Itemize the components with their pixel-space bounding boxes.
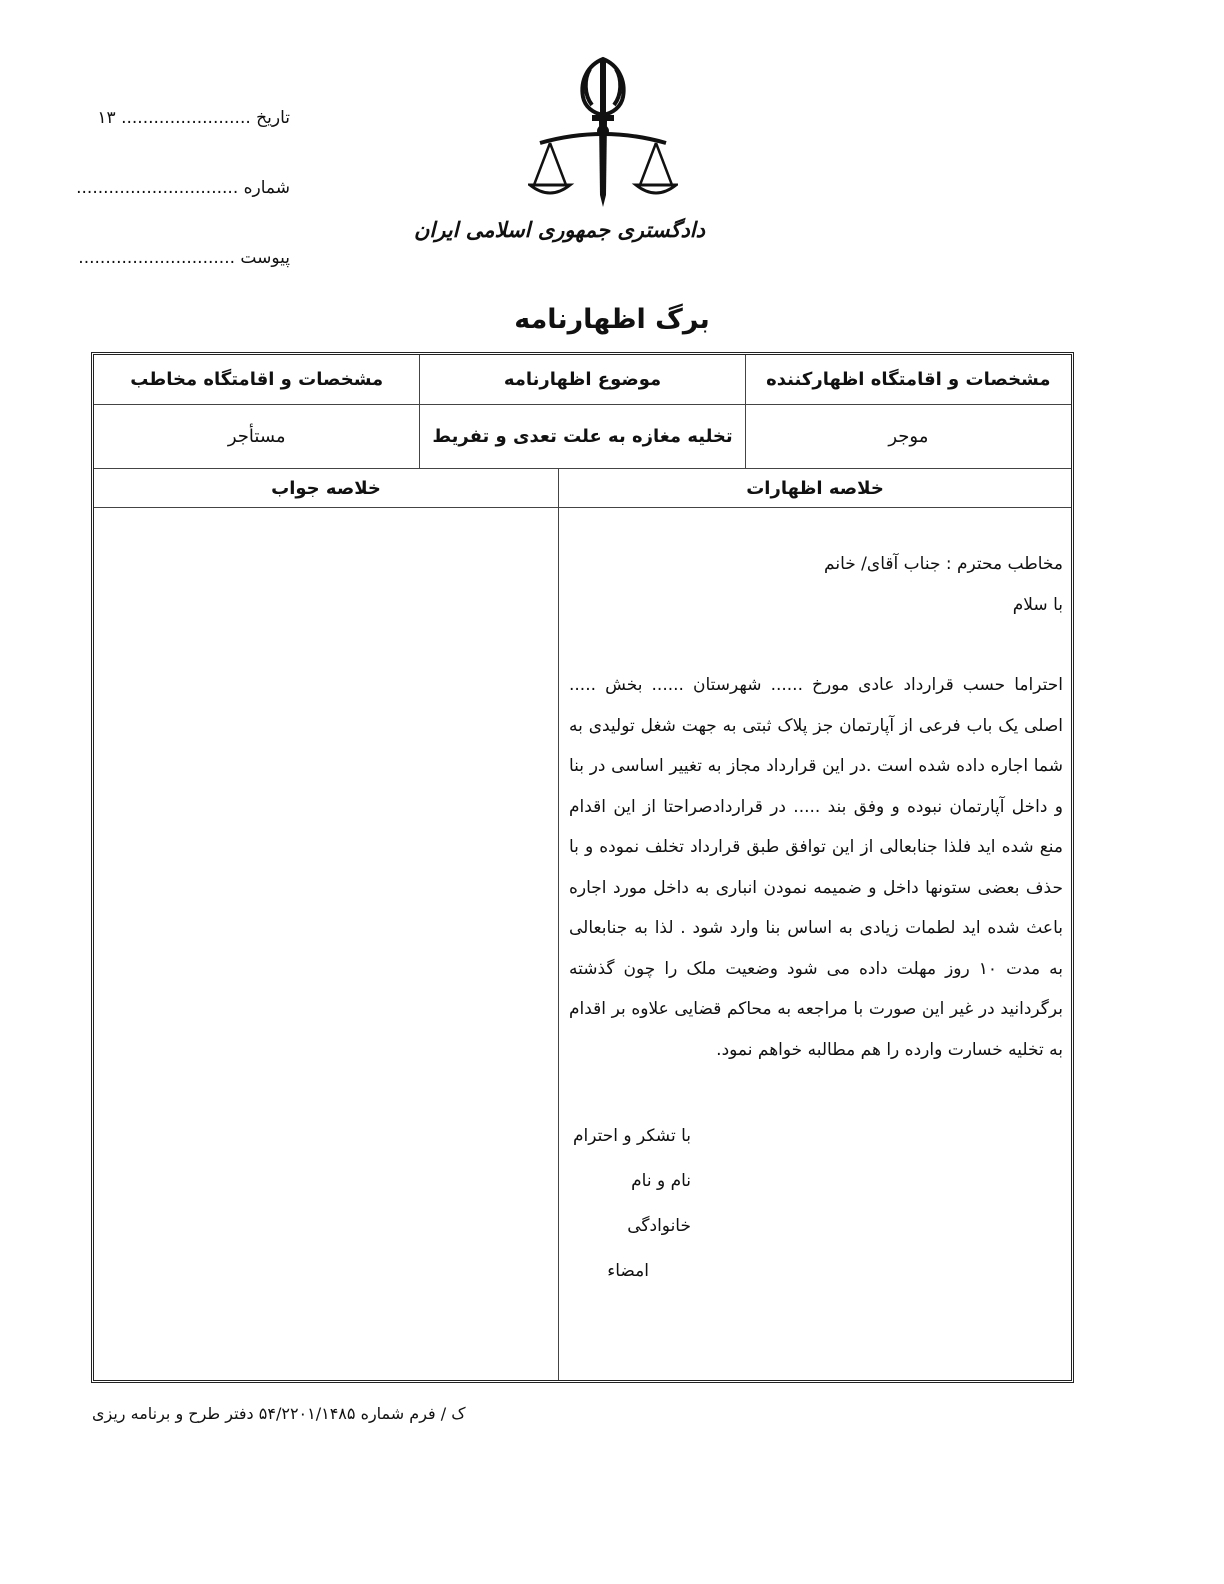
emblem-caption: دادگستری جمهوری اسلامی ایران: [413, 217, 705, 242]
closing-line: با تشکر و احترام: [573, 1126, 691, 1146]
form-footer: [92, 1404, 512, 1423]
addressee-value: مستأجر: [227, 426, 286, 447]
header-row: [94, 355, 1071, 405]
summary-body-row: [94, 508, 1071, 1380]
number-field: شماره ..............................: [76, 178, 290, 198]
summary-header-row: [94, 469, 1071, 508]
signature-line: امضاء: [607, 1261, 649, 1281]
date-field: تاریخ ........................ ۱۳: [97, 108, 290, 128]
statement-body: احتراما حسب قرارداد عادی مورخ ...... شهرستان ...... بخش ..... اصلی یک باب فرعی از آپارتمان جز پلاک ثبتی به جهت شغل تولیدی به شما اجاره داده شده است .در این قرارداد مجاز به تغییر اساسی در بنا و داخل آپارتمان نبوده و وفق بند ..... در قراردادصراحتا از این اقدام منع شده اید فلذا جنابعالی از این توافق طبق قرارداد تخلف نموده و با حذف بعضی ستونها داخل و ضمیمه نمودن انباری به داخل مورد اجاره باعث شده اید لطمات زیادی به اساس بنا وارد شود . لذا به جنابعالی به مدت ۱۰ روز مهلت داده می شود وضعیت ملک را چون گذشته برگردانید در غیر این صورت با مراجعه به محاکم قضایی علاوه بر اقدام به تخلیه خسارت وارده را هم مطالبه خواهم نمود.: [569, 675, 1064, 1060]
declarant-header: مشخصات و اقامتگاه اظهارکننده: [766, 369, 1051, 390]
subject-header: موضوع اظهارنامه: [419, 355, 745, 404]
subject-value: تخلیه مغازه به علت تعدی و تفریط: [419, 405, 745, 468]
closing-block: [569, 1114, 1063, 1294]
scales-of-justice-icon: [528, 55, 678, 215]
values-row: [94, 405, 1071, 469]
judiciary-emblem: [413, 55, 705, 255]
statement-text: [558, 508, 1071, 1380]
salutation: مخاطب محترم : جناب آقای/ خانم: [824, 554, 1063, 574]
name-line: نام و نام خانوادگی: [627, 1171, 691, 1236]
addressee-header: مشخصات و اقامتگاه مخاطب: [130, 369, 384, 390]
answer-area: [94, 508, 558, 1380]
footer-text: ک / فرم شماره ۵۴/۲۲۰۱/۱۴۸۵ دفتر طرح و برنامه ریزی: [92, 1404, 466, 1423]
spacer: [569, 625, 1063, 665]
attachment-field: پیوست .............................: [78, 248, 290, 268]
greeting: با سلام: [1012, 594, 1063, 615]
declaration-table: [91, 352, 1074, 1383]
form-title: برگ اظهارنامه: [514, 304, 710, 335]
declarant-value: موجر: [888, 426, 929, 447]
summary-answer-header: خلاصه جواب: [271, 477, 381, 499]
summary-statements-header: خلاصه اظهارات: [558, 469, 1071, 507]
